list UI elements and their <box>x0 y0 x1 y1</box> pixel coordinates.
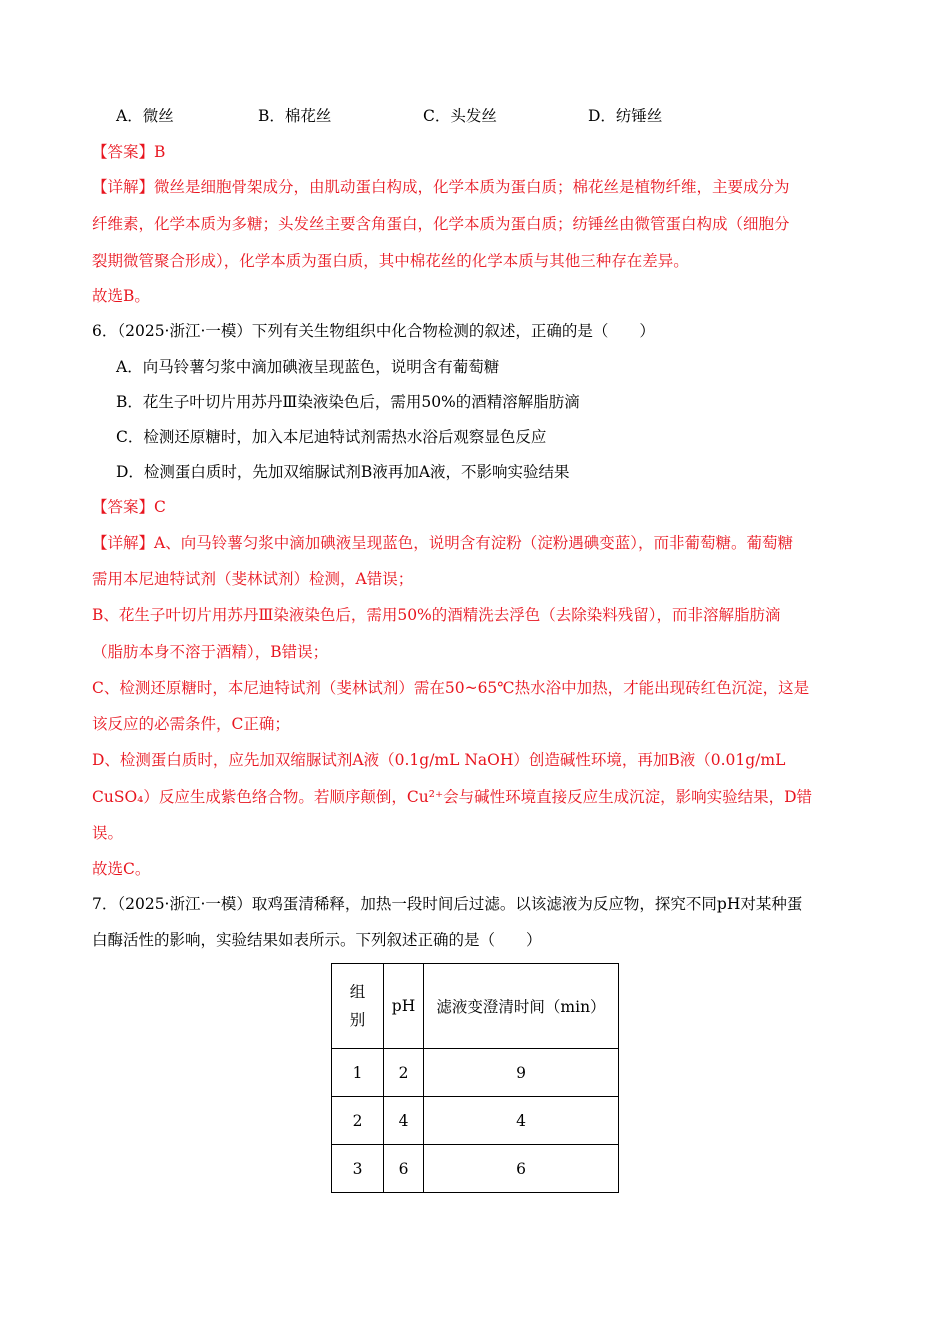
cell-group: 1 <box>332 1049 384 1097</box>
cell-ph: 4 <box>384 1097 424 1145</box>
q5-detail-line: 裂期微管聚合形成），化学本质为蛋白质，其中棉花丝的化学本质与其他三种存在差异。 <box>92 252 689 270</box>
q5-option-a: A．微丝 <box>116 107 174 125</box>
q6-option-a: A．向马铃薯匀浆中滴加碘液呈现蓝色，说明含有葡萄糖 <box>116 358 500 376</box>
q6-detail-line: D、检测蛋白质时，应先加双缩脲试剂A液（0.1g/mL NaOH）创造碱性环境，再加B液（0.01g/mL <box>92 751 786 769</box>
q5-detail-line: 纤维素，化学本质为多糖；头发丝主要含角蛋白，化学本质为蛋白质；纺锤丝由微管蛋白构成（细胞分 <box>92 215 790 233</box>
q6-detail-line: CuSO₄）反应生成紫色络合物。若顺序颠倒，Cu²⁺会与碱性环境直接反应生成沉淀，影响实验结果，D错 <box>92 788 813 806</box>
q7-stem-line: 白酶活性的影响，实验结果如表所示。下列叙述正确的是（ ） <box>92 931 542 949</box>
cell-ph: 6 <box>384 1145 424 1193</box>
cell-group: 2 <box>332 1097 384 1145</box>
q6-detail-line: 该反应的必需条件，C正确； <box>92 715 290 733</box>
header-ph: pH <box>384 964 424 1049</box>
cell-time: 4 <box>424 1097 619 1145</box>
cell-group: 3 <box>332 1145 384 1193</box>
q6-detail-line: 【详解】A、向马铃薯匀浆中滴加碘液呈现蓝色，说明含有淀粉（淀粉遇碘变蓝），而非葡萄糖。葡萄糖 <box>92 534 793 552</box>
q5-option-d: D．纺锤丝 <box>588 107 663 125</box>
q6-option-d: D．检测蛋白质时，先加双缩脲试剂B液再加A液，不影响实验结果 <box>116 463 570 481</box>
table-header-row <box>332 964 619 1049</box>
q6-detail-line: 需用本尼迪特试剂（斐林试剂）检测，A错误； <box>92 570 414 588</box>
q6-detail-line: C、检测还原糖时，本尼迪特试剂（斐林试剂）需在50~65℃热水浴中加热，才能出现砖红色沉淀，这是 <box>92 679 810 697</box>
header-group <box>332 964 384 1049</box>
q6-detail-line: 误。 <box>92 824 124 842</box>
q6-option-c: C．检测还原糖时，加入本尼迪特试剂需热水浴后观察显色反应 <box>116 428 547 446</box>
table-row <box>332 1097 619 1145</box>
q7-stem-line: 7．（2025·浙江·一模）取鸡蛋清稀释，加热一段时间后过滤。以该滤液为反应物，探究不同pH对某种蛋 <box>92 895 803 913</box>
q6-detail-line: （脂肪本身不溶于酒精），B错误； <box>92 643 329 661</box>
q5-answer: 【答案】B <box>92 143 166 161</box>
q5-detail-line: 【详解】微丝是细胞骨架成分，由肌动蛋白构成，化学本质为蛋白质；棉花丝是植物纤维，主要成分为 <box>92 178 790 196</box>
q6-choose: 故选C。 <box>92 860 151 878</box>
q6-detail-line: B、花生子叶切片用苏丹Ⅲ染液染色后，需用50%的酒精洗去浮色（去除染料残留），而非溶解脂肪滴 <box>92 606 781 624</box>
ph-results-table <box>331 963 619 1193</box>
q5-choose: 故选B。 <box>92 287 150 305</box>
q6-answer: 【答案】C <box>92 498 166 516</box>
table-row <box>332 1145 619 1193</box>
q6-stem: 6．（2025·浙江·一模）下列有关生物组织中化合物检测的叙述，正确的是（ ） <box>92 322 655 340</box>
cell-time: 6 <box>424 1145 619 1193</box>
header-group-char: 别 <box>349 1011 366 1029</box>
q5-option-c: C．头发丝 <box>423 107 497 125</box>
header-time: 滤液变澄清时间（min） <box>424 964 619 1049</box>
q6-option-b: B．花生子叶切片用苏丹Ⅲ染液染色后，需用50%的酒精溶解脂肪滴 <box>116 393 580 411</box>
q5-option-b: B．棉花丝 <box>258 107 332 125</box>
cell-ph: 2 <box>384 1049 424 1097</box>
cell-time: 9 <box>424 1049 619 1097</box>
header-group-char: 组 <box>349 983 366 1001</box>
table-row <box>332 1049 619 1097</box>
